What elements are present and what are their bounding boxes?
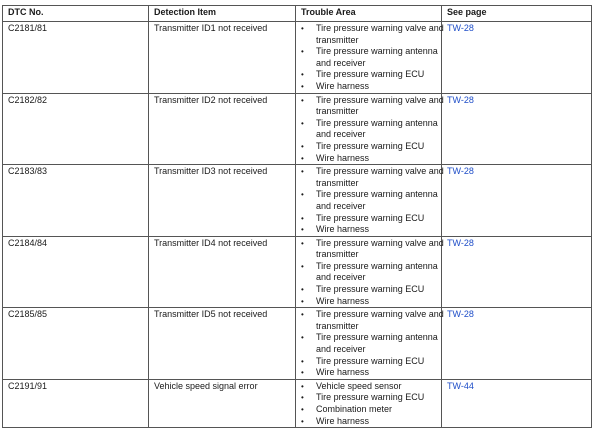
trouble-area: [296, 93, 442, 165]
table-row: [3, 236, 592, 308]
header-see-page: See page: [442, 6, 592, 22]
trouble-area-item: • Tire pressure warning antenna and receiver: [301, 332, 446, 355]
trouble-area-item: • Wire harness: [301, 224, 446, 236]
dtc-code: C2183/83: [3, 165, 149, 237]
trouble-area-list: [301, 237, 444, 308]
dtc-code: C2182/82: [3, 93, 149, 165]
trouble-area-list: [301, 381, 441, 427]
table-body: [3, 22, 592, 428]
table-row: [3, 165, 592, 237]
trouble-area-item: • Tire pressure warning ECU: [301, 284, 446, 296]
trouble-area-item: • Wire harness: [301, 296, 446, 308]
header-row: [3, 6, 592, 22]
detection-item: Transmitter ID2 not received: [149, 93, 296, 165]
trouble-area-item: • Tire pressure warning antenna and receiver: [301, 46, 446, 69]
trouble-area-item: • Tire pressure warning valve and transmitter: [301, 238, 446, 261]
trouble-area-list: [301, 309, 444, 379]
see-page-link[interactable]: TW-44: [447, 380, 474, 391]
dtc-code: C2191/91: [3, 379, 149, 427]
see-page-link[interactable]: TW-28: [447, 23, 474, 33]
header-trouble-area: Trouble Area: [296, 6, 442, 22]
see-page-cell: [442, 236, 592, 308]
trouble-area-item: • Tire pressure warning ECU: [301, 213, 446, 225]
trouble-area-item: • Wire harness: [301, 81, 446, 93]
trouble-area-item: • Tire pressure warning ECU: [301, 356, 446, 368]
see-page-cell: [442, 93, 592, 165]
see-page-link[interactable]: TW-28: [447, 237, 474, 248]
detection-item: Transmitter ID3 not received: [149, 165, 296, 237]
dtc-table: [2, 5, 592, 428]
see-page-link[interactable]: TW-28: [447, 166, 474, 177]
table-row: [3, 22, 592, 94]
trouble-area: [296, 22, 442, 94]
trouble-area: [296, 236, 442, 308]
dtc-code: C2184/84: [3, 236, 149, 308]
trouble-area-item: • Tire pressure warning valve and transmitter: [301, 166, 446, 189]
detection-item: Transmitter ID4 not received: [149, 236, 296, 308]
trouble-area-item: • Tire pressure warning valve and transmitter: [301, 309, 446, 332]
see-page-link[interactable]: TW-28: [447, 309, 474, 320]
trouble-area-list: [301, 23, 444, 93]
trouble-area-item: • Vehicle speed sensor: [301, 381, 446, 393]
trouble-area: [296, 379, 442, 427]
see-page-cell: [442, 379, 592, 427]
trouble-area-list: [301, 94, 444, 165]
table-row: [3, 93, 592, 165]
see-page-cell: [442, 308, 592, 380]
header-detection-item: Detection Item: [149, 6, 296, 22]
detection-item: Transmitter ID5 not received: [149, 308, 296, 380]
trouble-area-item: • Tire pressure warning antenna and receiver: [301, 118, 446, 141]
trouble-area-item: • Tire pressure warning valve and transmitter: [301, 23, 446, 46]
see-page-cell: [442, 165, 592, 237]
detection-item: Transmitter ID1 not received: [149, 22, 296, 94]
header-dtc-no: DTC No.: [3, 6, 149, 22]
see-page-cell: [442, 22, 592, 94]
trouble-area-item: • Tire pressure warning antenna and receiver: [301, 189, 446, 212]
trouble-area-item: • Combination meter: [301, 404, 446, 416]
table-row: [3, 379, 592, 427]
trouble-area: [296, 308, 442, 380]
trouble-area: [296, 165, 442, 237]
dtc-code: C2181/81: [3, 22, 149, 94]
trouble-area-item: • Tire pressure warning valve and transmitter: [301, 95, 446, 118]
trouble-area-item: • Tire pressure warning ECU: [301, 392, 446, 404]
dtc-code: C2185/85: [3, 308, 149, 380]
trouble-area-item: • Tire pressure warning antenna and receiver: [301, 261, 446, 284]
trouble-area-item: • Wire harness: [301, 416, 446, 428]
detection-item: Vehicle speed signal error: [149, 379, 296, 427]
trouble-area-item: • Tire pressure warning ECU: [301, 69, 446, 81]
trouble-area-list: [301, 166, 444, 236]
trouble-area-item: • Wire harness: [301, 153, 446, 165]
see-page-link[interactable]: TW-28: [447, 94, 474, 105]
trouble-area-item: • Wire harness: [301, 367, 446, 379]
trouble-area-item: • Tire pressure warning ECU: [301, 141, 446, 153]
table-header: [3, 6, 592, 22]
table-row: [3, 308, 592, 380]
